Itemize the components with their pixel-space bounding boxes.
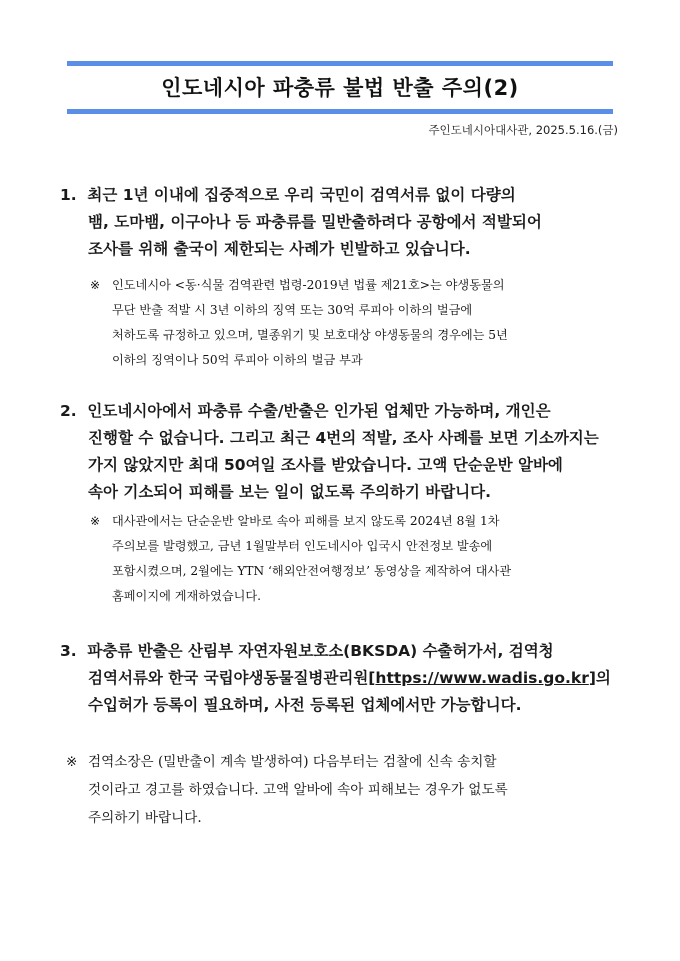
item-3-line-2: 검역서류와 한국 국립야생동물질병관리원[https://www.wadis.go.kr]의: [88, 669, 611, 687]
item-1-line-2: 뱀, 도마뱀, 이구아나 등 파충류를 밀반출하려다 공항에서 적발되어: [88, 213, 542, 231]
item-3: [60, 638, 620, 719]
item-2-line-4: 속아 기소되어 피해를 보는 일이 없도록 주의하기 바랍니다.: [88, 483, 492, 501]
item-2-line-3: 가지 않았지만 최대 50여일 조사를 받았습니다. 고액 단순운반 알바에: [88, 456, 563, 474]
item-1-line-1: 1. 최근 1년 이내에 집중적으로 우리 국민이 검역서류 없이 다량의: [60, 182, 620, 209]
title-rule-top: [67, 61, 613, 66]
final-note-line-3: 주의하기 바랍니다.: [88, 810, 202, 826]
item-3-line-1: 3. 파충류 반출은 산림부 자연자원보호소(BKSDA) 수출허가서, 검역청: [60, 638, 620, 665]
item-2: [60, 398, 620, 609]
item-3-line-3: 수입허가 등록이 필요하며, 사전 등록된 업체에서만 가능합니다.: [88, 696, 522, 714]
item-1-line-3: 조사를 위해 출국이 제한되는 사례가 빈발하고 있습니다.: [88, 240, 471, 258]
item-2-note-line-2: 주의보를 발령했고, 금년 1월말부터 인도네시아 입국시 안전정보 발송에: [112, 539, 493, 553]
item-1-note-line-2: 무단 반출 적발 시 3년 이하의 징역 또는 30억 루피아 이하의 벌금에: [112, 303, 473, 317]
final-note-line-2: 것이라고 경고를 하였습니다. 고액 알바에 속아 피해보는 경우가 없도록: [88, 782, 508, 798]
item-1: [60, 182, 620, 373]
note-mark-icon: ※: [90, 278, 101, 292]
item-2-note-line-3: 포함시켰으며, 2월에는 YTN ‘해외안전여행정보’ 동영상을 제작하여 대사관: [112, 564, 512, 578]
page-title: 인도네시아 파충류 불법 반출 주의(2): [161, 76, 519, 100]
item-2-note-line-4: 홈페이지에 게재하였습니다.: [112, 589, 262, 603]
item-1-note: [60, 273, 620, 373]
item-2-number: 2.: [60, 402, 77, 420]
issuer-date: 주인도네시아대사관, 2025.5.16.(금): [428, 123, 618, 137]
item-2-note-line-1: ※ 대사관에서는 단순운반 알바로 속아 피해를 보지 않도록 2024년 8월 1차: [60, 509, 620, 534]
title-rule-bottom: [67, 109, 613, 114]
final-note-line-1: ※ 검역소장은 (밀반출이 계속 발생하여) 다음부터는 검찰에 신속 송치할: [60, 748, 620, 776]
item-1-note-line-4: 이하의 징역이나 50억 루피아 이하의 벌금 부과: [112, 353, 363, 367]
note-mark-icon: ※: [66, 754, 78, 770]
item-1-note-line-1: ※ 인도네시아 <동·식물 검역관련 법령-2019년 법률 제21호>는 야생동물의: [60, 273, 620, 298]
item-2-note: [60, 509, 620, 609]
note-mark-icon: ※: [90, 514, 101, 528]
item-1-number: 1.: [60, 186, 77, 204]
wadis-link[interactable]: https://www.wadis.go.kr: [375, 669, 589, 687]
item-2-line-1: 2. 인도네시아에서 파충류 수출/반출은 인가된 업체만 가능하며, 개인은: [60, 398, 620, 425]
item-1-note-line-3: 처하도록 규정하고 있으며, 멸종위기 및 보호대상 야생동물의 경우에는 5년: [112, 328, 508, 342]
final-note: [60, 748, 620, 832]
item-3-number: 3.: [60, 642, 77, 660]
item-2-line-2: 진행할 수 없습니다. 그리고 최근 4번의 적발, 조사 사례를 보면 기소까지는: [88, 429, 599, 447]
